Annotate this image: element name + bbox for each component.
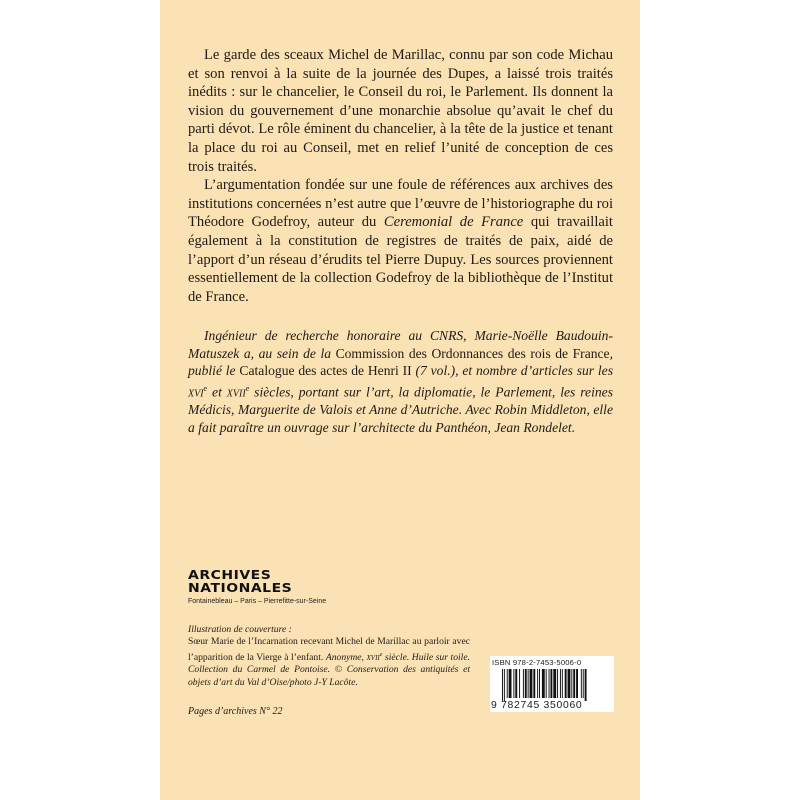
barcode-bar [565, 669, 567, 698]
bio-century: xvi [188, 384, 204, 400]
logo-subtitle: Fontainebleau – Paris – Pierrefitte-sur-Seine [188, 598, 327, 605]
barcode-bar [502, 669, 503, 701]
bio-part: Catalogue des actes de Henri II [239, 363, 412, 379]
barcode-bar [571, 669, 572, 698]
credits-part: siècle. Huile sur toile. Collection du Carmel de Pontoise. © Conservation des antiquités et objets d’art du Val d’Oise/photo J-Y Lacôte. [188, 652, 470, 688]
barcode-bar [509, 669, 512, 698]
summary-paragraph-1: Le garde des sceaux Michel de Marillac, connu par son code Michau et son renvoi à la suite de la journée des Dupes, a laissé trois traités inédits : sur le chancelier, le Conseil du roi, le Parlement. Ils donnent la vision du gouvernement d’une monarchie absolue qu’avait le chef du parti dévot. Le rôle éminent du chancelier, à la tête de la justice et tenant la place du roi au Conseil, met en relief l’unité de conception de ces trois traités. [188, 47, 613, 175]
logo-line-1: ARCHIVES [188, 568, 272, 583]
barcode-bars [502, 669, 612, 701]
summary-p2-part-a: L’argumentation fondée sur une foule de références aux archives des institutions concernées n’est autre que l’œuvre de l’historiographe du roi Théodore Godefroy, auteur du [188, 177, 613, 231]
barcode-bar [549, 669, 550, 698]
bio-part: siècles, portant sur l’art, la diplomatie, le Parlement, les reines Médicis, Marguerite de Valois et Anne d’Autriche. Avec Robin Middleton, elle a fait paraître un ouvrage sur l’architecte du Panthéon, Jean Rondelet. [188, 384, 613, 435]
barcode-bar [568, 669, 571, 698]
isbn-digits: 9 782745 350060 [491, 700, 583, 711]
barcode-bar [557, 669, 558, 698]
barcode-bar [546, 669, 547, 698]
summary-text [188, 46, 613, 306]
barcode-bar [553, 669, 556, 698]
credits-part: Sœur Marie de l’Incarnation recevant Michel de Marillac au parloir avec l’apparition de la Vierge à l’enfant. [188, 636, 470, 663]
barcode-bar [585, 669, 587, 701]
bio-part: Commission des Ordonnances des rois de France [335, 345, 610, 361]
author-bio-paragraph [188, 327, 613, 436]
bio-part: et [207, 384, 227, 400]
barcode-bar [530, 669, 533, 698]
barcode-bar [542, 669, 545, 698]
barcode-bar [504, 669, 505, 701]
barcode-bar [528, 669, 529, 698]
barcode-bar [519, 669, 520, 698]
book-title-ceremonial: Ceremonial de France [383, 214, 524, 231]
bio-superscript: e [245, 383, 250, 393]
barcode-bar [576, 669, 578, 698]
cover-illustration-credits [188, 624, 470, 689]
isbn-barcode [490, 656, 614, 712]
barcode-bar [537, 669, 538, 698]
barcode-bar [560, 669, 561, 698]
bio-part: (7 vol.), et nombre d’articles sur les [411, 363, 613, 379]
bio-part: , publié le [188, 345, 613, 379]
logo-line-2: NATIONALES [188, 581, 293, 596]
author-biography [188, 327, 613, 436]
barcode-bar [583, 669, 584, 698]
barcode-bar [533, 669, 535, 698]
barcode-bar [550, 669, 552, 698]
credits-part: Anonyme, [325, 652, 367, 663]
summary-paragraph-2 [188, 176, 613, 306]
archives-nationales-logo [188, 570, 358, 605]
credits-text [188, 636, 470, 689]
barcode-bar [573, 669, 575, 698]
credits-superscript: e [379, 651, 383, 658]
credits-heading: Illustration de couverture : [188, 624, 292, 635]
barcode-bar [581, 669, 582, 698]
barcode-bar [507, 669, 508, 698]
back-cover [160, 0, 640, 800]
barcode-bar [523, 669, 524, 698]
series-label: Pages d’archives N° 22 [188, 706, 283, 717]
barcode-bar [513, 669, 514, 698]
barcode-bar [525, 669, 527, 698]
bio-superscript: e [203, 383, 208, 393]
barcode-bar [562, 669, 563, 698]
isbn-label: ISBN 978-2-7453-5006-0 [492, 658, 582, 667]
bio-part: Ingénieur de recherche honoraire au CNRS, Marie-Noëlle Baudouin-Matuszek a, au sein de la [188, 328, 613, 361]
summary-p2-part-c: qui travaillait également à la constitution de registres de traités de paix, aidé de l’apport d’un réseau d’érudits tel Pierre Dupuy. Les sources proviennent essentiellement de la collection Godefroy de la bibliothèque de l’Institut de France. [188, 214, 613, 305]
barcode-bar [515, 669, 517, 698]
bio-century: xvii [226, 384, 246, 400]
barcode-bar [539, 669, 540, 698]
credits-century: xvii [366, 652, 380, 663]
